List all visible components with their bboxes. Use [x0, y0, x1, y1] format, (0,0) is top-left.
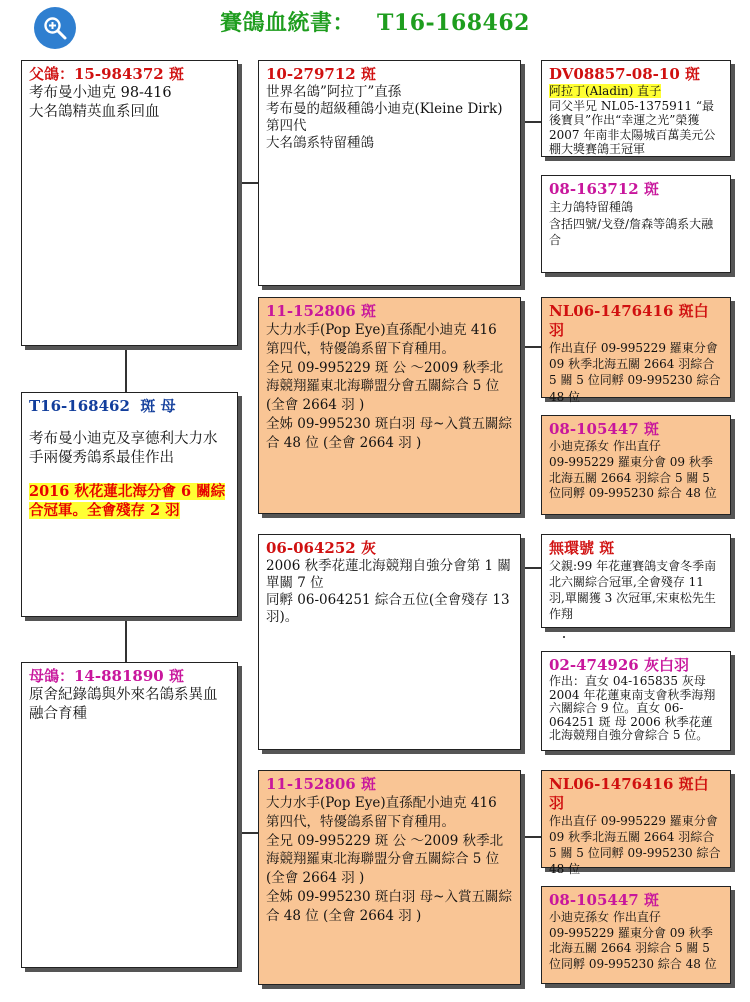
dam-sire-line: 2006 秋季花蓮北海競翔自強分會第 1 關單關 7 位: [266, 558, 511, 591]
sire-sire-ring: 10-279712 斑: [266, 65, 376, 83]
g4-line: 作出：直女 04-165835 灰母 2004 年花蓮東南支會秋季海翔六關綜合 9 位。直女 06-064251 斑 母 2006 秋季花蓮北海競翔自強分會綜合 5 位。: [549, 674, 716, 743]
g4-box-1[interactable]: [541, 60, 731, 157]
sire-ring: 父鴿：15-984372 斑: [29, 65, 184, 83]
dam-sire-box[interactable]: [258, 534, 521, 750]
subject-ring: T16-168462 斑 母: [29, 397, 176, 415]
g4-box-4[interactable]: [541, 415, 731, 515]
sire-dam-box[interactable]: [258, 297, 521, 514]
g4-line: 同父半兄 NL05-1375911 “最後寶貝”作出“幸運之光”榮獲 2007 年南非太陽城百萬美元公棚大獎賽鴿王冠軍: [549, 98, 716, 157]
sire-line: 大名鴿精英血系回血: [29, 103, 160, 120]
g4-ring: NL06-1476416 斑白羽: [549, 302, 709, 339]
connector-line: [125, 346, 127, 392]
sire-sire-line: 世界名鴿”阿拉丁”直孫: [266, 84, 402, 100]
sire-line: 考布曼小迪克 98-416: [29, 85, 172, 101]
dam-dam-ring: 11-152806 斑: [266, 775, 376, 793]
title-ring-number: T16-168462: [377, 10, 530, 36]
g4-box-6[interactable]: [541, 651, 731, 751]
g4-line: 作出直仔 09-995229 羅東分會 09 秋季北海五關 2664 羽綜合 5 關 5 位同孵 09-995230 綜合 48 位: [549, 341, 721, 404]
title-label: 賽鴿血統書：: [220, 10, 356, 36]
connector-line: [125, 617, 127, 662]
g4-line: 作出直仔 09-995229 羅東分會 09 秋季北海五關 2664 羽綜合 5 關 5 位同孵 09-995230 綜合 48 位: [549, 814, 721, 876]
g4-ring: NL06-1476416 斑白羽: [549, 775, 709, 812]
dam-dam-line: 全姊 09-995230 斑白羽 母~入賞五關綜合 48 位 (全會 2664 羽 ): [266, 888, 512, 924]
dam-sire-ring: 06-064252 灰: [266, 539, 376, 557]
connector-line: [519, 121, 541, 123]
g4-ring: 08-105447 斑: [549, 420, 659, 438]
sire-dam-ring: 11-152806 斑: [266, 302, 376, 320]
connector-line: [519, 567, 541, 569]
g4-line: 含括四號/戈登/詹森等鴿系大融合: [549, 216, 714, 247]
dam-sire-line: 同孵 06-064251 綜合五位(全會殘存 13 羽)。: [266, 592, 510, 625]
sire-dam-line: 全姊 09-995230 斑白羽 母~入賞五關綜合 48 位 (全會 2664 羽 ): [266, 415, 512, 451]
g4-line: 09-995229 羅東分會 09 秋季北海五關 2664 羽綜合 5 關 5 位同孵 09-995230 綜合 48 位: [549, 925, 717, 971]
dam-ring: 母鴿：14-881890 斑: [29, 667, 184, 685]
sire-dam-line: 大力水手(Pop Eye)直孫配小迪克 416 第四代，特優鴿系留下育種用。: [266, 322, 497, 357]
g4-ring: 無環號 斑: [549, 539, 615, 557]
subject-box[interactable]: [21, 392, 238, 617]
subject-highlight: 2016 秋花蓮北海分會 6 關綜合冠軍。全會殘存 2 羽: [29, 483, 226, 519]
sire-box[interactable]: [21, 60, 238, 346]
g4-box-3[interactable]: [541, 297, 731, 404]
sire-sire-box[interactable]: [258, 60, 521, 286]
g4-ring: 08-105447 斑: [549, 891, 659, 909]
sire-sire-line: 大名鴿系特留種鴿: [266, 135, 374, 151]
g4-line: 小迪克孫女 作出直仔: [549, 439, 661, 453]
g4-line: 主力鴿特留種鴿: [549, 200, 634, 214]
g4-highlight: 阿拉丁(Aladin) 直子: [549, 84, 662, 98]
dam-dam-line: 大力水手(Pop Eye)直孫配小迪克 416 第四代，特優鴿系留下育種用。: [266, 795, 497, 830]
g4-line: 小迪克孫女 作出直仔: [549, 910, 661, 924]
sire-dam-line: 全兄 09-995229 斑 公 ～2009 秋季北海競翔羅東北海聯盟分會五關綜合 5 位 (全會 2664 羽 ): [266, 359, 504, 414]
g4-line: 父親:99 年花蓮賽鴿支會冬季南北六關綜合冠軍,全會殘存 11 羽,單關獲 3 次冠軍,宋東松先生作翔: [549, 559, 717, 621]
g4-box-2[interactable]: [541, 175, 731, 273]
connector-line: [236, 832, 258, 834]
g4-line: 09-995229 羅東分會 09 秋季北海五關 2664 羽綜合 5 關 5 位同孵 09-995230 綜合 48 位: [549, 454, 717, 501]
g4-ring: DV08857-08-10 斑: [549, 65, 700, 83]
dam-box[interactable]: [21, 662, 238, 968]
g4-ring: 02-474926 灰白羽: [549, 656, 689, 674]
page-title: [0, 6, 750, 37]
subject-desc: 考布曼小迪克及享德利大力水手兩優秀鴿系最佳作出: [29, 431, 218, 466]
connector-line: [519, 836, 541, 838]
g4-box-5[interactable]: [541, 534, 731, 628]
sire-sire-line: 考布曼的超級種鴿小迪克(Kleine Dirk)第四代: [266, 101, 503, 134]
connector-line: [236, 182, 258, 184]
connector-line: [519, 346, 541, 348]
g4-box-7[interactable]: [541, 770, 731, 876]
dam-line: 原舍紀錄鴿與外來名鴿系異血融合育種: [29, 687, 218, 722]
dam-dam-box[interactable]: [258, 770, 521, 985]
dam-dam-line: 全兄 09-995229 斑 公 ～2009 秋季北海競翔羅東北海聯盟分會五關綜合 5 位 (全會 2664 羽 ): [266, 832, 504, 887]
g4-box-8[interactable]: [541, 886, 731, 984]
g4-ring: 08-163712 斑: [549, 180, 659, 198]
stray-dot: [563, 636, 565, 638]
